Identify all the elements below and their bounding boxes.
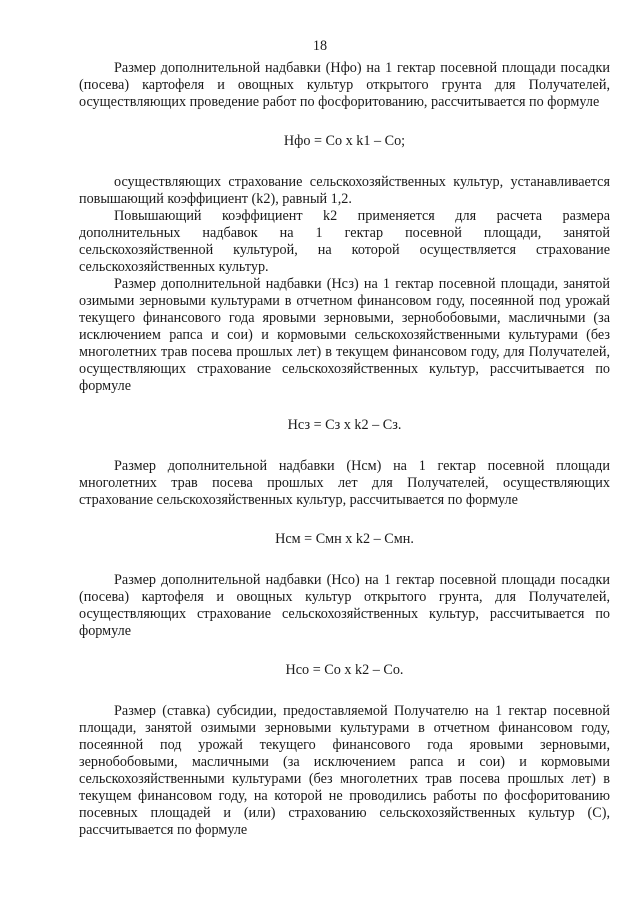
paragraph-insurance-coefficient: осуществляющих страхование сельскохозяйственных культур, устанавливается повышающий коэффициент (k2), равный 1,2.: [79, 174, 610, 207]
document-body: [79, 60, 610, 839]
paragraph-nfo-intro: Размер дополнительной надбавки (Нфо) на 1 гектар посевной площади посадки (посева) картофеля и овощных культур открытого грунта для Получателей, осуществляющих проведение работ по фосфоритованию, рассчитывается по формуле: [79, 60, 610, 110]
paragraph-k2-application: Повышающий коэффициент k2 применяется для расчета размера дополнительных надбавок на 1 гектар посевной площади, занятой сельскохозяйственной культурой, на которой осуществляется страхование сельскохозяйственных культур.: [79, 208, 610, 275]
paragraph-nsz-intro: Размер дополнительной надбавки (Нсз) на 1 гектар посевной площади, занятой озимыми зерновыми культурами в отчетном финансовом году, посеянной под урожай текущего финансового года яровыми зерновыми, зернобобовыми, масличными (за исключением рапса и сои) и кормовыми сельскохозяйственными культурами (без многолетних трав посева прошлых лет) в текущем финансовом году, для Получателей, осуществляющих страхование сельскохозяйственных культур, рассчитывается по формуле: [79, 276, 610, 394]
formula-nsz: Нсз = Сз x k2 – Сз.: [287, 417, 402, 433]
paragraph-subsidy-rate: Размер (ставка) субсидии, предоставляемой Получателю на 1 гектар посевной площади, занятой озимыми зерновыми культурами в отчетном финансовом году, посеянной под урожай текущего финансового года яровыми зерновыми, зернобобовыми, масличными (за исключением рапса и сои) и кормовыми сельскохозяйственными культурами (без многолетних трав посева прошлых лет) в текущем финансовом году, на которой не проводились работы по фосфоритованию посевных площадей и (или) страхованию сельскохозяйственных культур (С), рассчитывается по формуле: [79, 703, 610, 838]
formula-nso: Нсо = Со x k2 – Со.: [285, 662, 404, 678]
paragraph-nso-intro: Размер дополнительной надбавки (Нсо) на 1 гектар посевной площади посадки (посева) картофеля и овощных культур открытого грунта, для Получателей, осуществляющих страхование сельскохозяйственных культур, рассчитывается по формуле: [79, 572, 610, 639]
paragraph-nsm-intro: Размер дополнительной надбавки (Нсм) на 1 гектар посевной площади многолетних трав посева прошлых лет для Получателей, осуществляющих страхование сельскохозяйственных культур, рассчитывается по формуле: [79, 458, 610, 508]
formula-nfo: Нфо = Со x k1 – Со;: [283, 133, 406, 149]
page-number: 18: [312, 38, 328, 54]
formula-nsm: Нсм = Смн x k2 – Смн.: [275, 531, 414, 547]
